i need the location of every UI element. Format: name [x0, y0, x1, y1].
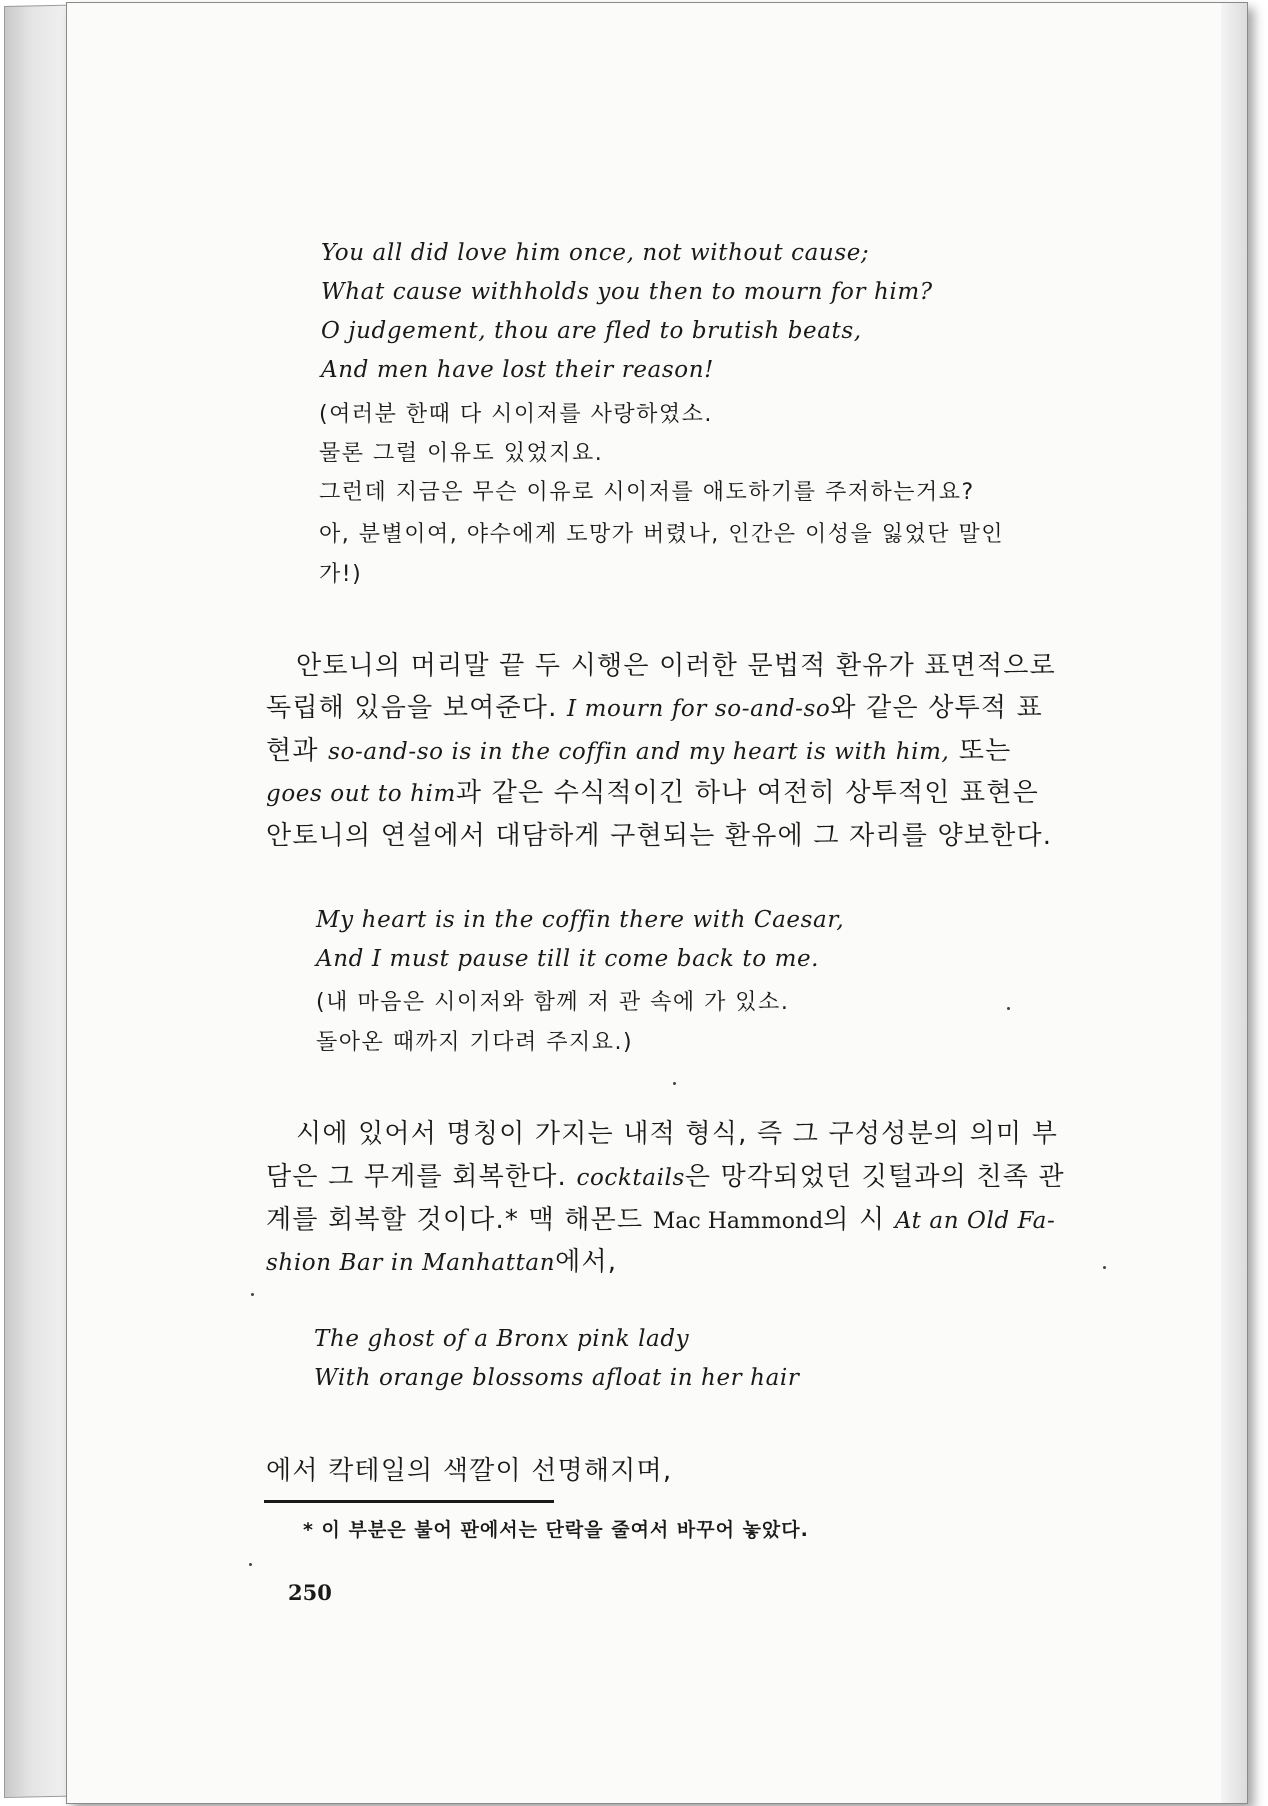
para2-text: 에서, [555, 1247, 618, 1277]
para1-line [266, 687, 1043, 724]
quote1-en-line: O judgement, thou are fled to brutish beats, [321, 318, 862, 344]
quote1-ko-line: (여러분 한때 다 시이저를 사랑하였소. [319, 402, 713, 427]
para2-roman: Mac Hammond [652, 1209, 824, 1234]
footnote-rule [264, 1500, 554, 1503]
para2-line [266, 1199, 1055, 1236]
para1-line [266, 730, 1012, 767]
scan-speck [673, 1082, 676, 1085]
quote1-ko-line: 그런데 지금은 무슨 이유로 시이저를 애도하기를 주저하는거요? [319, 480, 975, 505]
para1-line [266, 815, 1052, 852]
scan-speck [249, 1563, 252, 1566]
para2-italic: shion Bar in Manhattan [266, 1250, 556, 1276]
para2-italic: cocktails [576, 1165, 685, 1191]
scan-speck [1007, 1007, 1010, 1010]
para1-text: 현과 [266, 736, 329, 766]
para1-text: 독립해 있음을 보여준다. [266, 693, 568, 723]
para1-text: 와 같은 상투적 표 [830, 693, 1043, 723]
quote1-ko-line: 물론 그럴 이유도 있었지요. [319, 441, 604, 466]
quote3-en-line: With orange blossoms afloat in her hair [314, 1365, 800, 1391]
quote3-en-line: The ghost of a Bronx pink lady [314, 1326, 690, 1352]
quote1-ko-line: 가!) [319, 562, 363, 587]
para2-text: 은 망각되었던 깃털과의 친족 관 [684, 1162, 1065, 1192]
quote2-ko-line: 돌아온 때까지 기다려 주지요.) [316, 1030, 634, 1055]
quote2-en-line: And I must pause till it come back to me. [316, 946, 820, 972]
para1-text: 안토니의 머리말 끝 두 시행은 이러한 문법적 환유가 표면적으로 [296, 651, 1056, 681]
para1-text: 또는 [949, 736, 1012, 766]
para1-italic: I mourn for so-and-so [567, 696, 831, 722]
para2-text: 시에 있어서 명칭이 가지는 내적 형식, 즉 그 구성성분의 의미 부 [296, 1119, 1059, 1149]
para1-text: 과 같은 수식적이긴 하나 여전히 상투적인 표현은 [455, 778, 1039, 808]
para2-italic: At an Old Fa- [894, 1208, 1056, 1234]
para1-italic: so-and-so is in the coffin and my heart is with him, [328, 739, 950, 765]
quote2-en-line: My heart is in the coffin there with Caesar, [316, 907, 845, 933]
quote1-ko-line: 아, 분별이여, 야수에게 도망가 버렸나, 인간은 이성을 잃었단 말인 [319, 522, 1004, 547]
quote1-en-line: And men have lost their reason! [321, 357, 714, 383]
para2-text: 담은 그 무게를 회복한다. [266, 1162, 577, 1192]
page-number: 250 [288, 1580, 332, 1605]
para1-line [266, 772, 1039, 809]
para2-line [296, 1113, 1058, 1150]
para2-text: 계를 회복할 것이다.* 맥 해몬드 [266, 1205, 653, 1235]
para1-line [296, 645, 1056, 682]
quote2-ko-line: (내 마음은 시이저와 함께 저 관 속에 가 있소. [316, 990, 790, 1015]
para2-line [266, 1241, 617, 1278]
para2-text: 의 시 [823, 1205, 895, 1235]
quote1-en-line: What cause withholds you then to mourn for him? [321, 279, 933, 305]
para3-line: 에서 칵테일의 색깔이 선명해지며, [266, 1456, 673, 1486]
para1-italic: goes out to him [266, 781, 456, 807]
footnote: * 이 부분은 불어 판에서는 단락을 줄여서 바꾸어 놓았다. [303, 1519, 809, 1541]
para1-text: 안토니의 연설에서 대담하게 구현되는 환유에 그 자리를 양보한다. [266, 821, 1053, 851]
scan-speck [1103, 1266, 1106, 1269]
quote1-en-line: You all did love him once, not without cause; [321, 240, 870, 266]
para2-line [266, 1156, 1065, 1193]
scan-speck [251, 1293, 254, 1296]
